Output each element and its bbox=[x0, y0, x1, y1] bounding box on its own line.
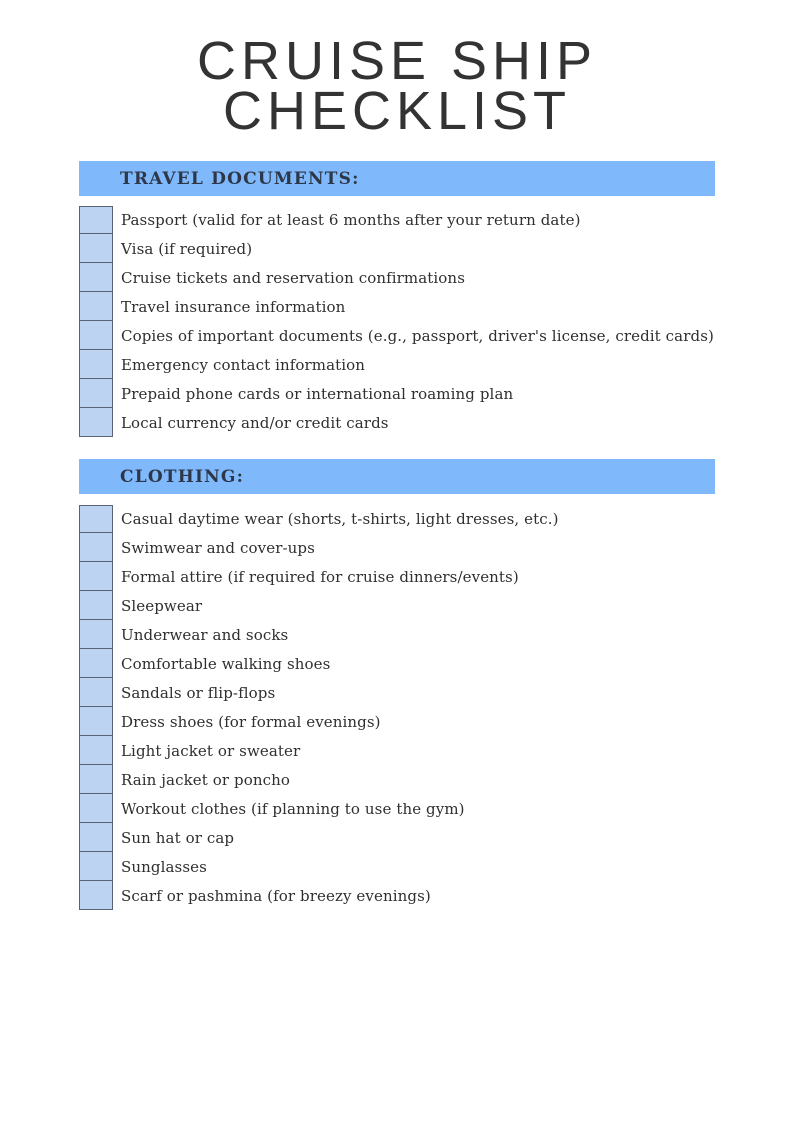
checklist-item bbox=[79, 649, 559, 678]
checklist-item bbox=[79, 533, 559, 562]
checklist-item-label: Workout clothes (if planning to use the gym) bbox=[121, 799, 465, 818]
checklist-item-label: Light jacket or sweater bbox=[121, 741, 301, 760]
checklist-item-label: Copies of important documents (e.g., passport, driver's license, credit cards) bbox=[121, 326, 714, 345]
checklist-item-label: Underwear and socks bbox=[121, 625, 289, 644]
checkbox[interactable] bbox=[79, 407, 113, 437]
checkbox[interactable] bbox=[79, 505, 113, 533]
checklist-item-label: Cruise tickets and reservation confirmations bbox=[121, 268, 465, 287]
checklist-item bbox=[79, 205, 714, 234]
checkbox[interactable] bbox=[79, 378, 113, 408]
checklist-item bbox=[79, 408, 714, 437]
checkbox[interactable] bbox=[79, 291, 113, 321]
checkbox[interactable] bbox=[79, 619, 113, 649]
checklist-item-label: Visa (if required) bbox=[121, 239, 253, 258]
checkbox[interactable] bbox=[79, 764, 113, 794]
checkbox[interactable] bbox=[79, 851, 113, 881]
checkbox[interactable] bbox=[79, 349, 113, 379]
checklist-item bbox=[79, 881, 559, 910]
checkbox[interactable] bbox=[79, 590, 113, 620]
checklist-item-label: Swimwear and cover-ups bbox=[121, 538, 315, 557]
checklist-item bbox=[79, 678, 559, 707]
checklist-item bbox=[79, 321, 714, 350]
checkbox[interactable] bbox=[79, 320, 113, 350]
checkbox[interactable] bbox=[79, 233, 113, 263]
checklist-item-label: Sandals or flip-flops bbox=[121, 683, 276, 702]
checkbox[interactable] bbox=[79, 206, 113, 234]
checklist-item bbox=[79, 707, 559, 736]
checklist-item-label: Comfortable walking shoes bbox=[121, 654, 331, 673]
checklist-item-label: Sleepwear bbox=[121, 596, 203, 615]
checklist-item-label: Sun hat or cap bbox=[121, 828, 235, 847]
checklist-item bbox=[79, 591, 559, 620]
checkbox[interactable] bbox=[79, 677, 113, 707]
checklist-item-label: Travel insurance information bbox=[121, 297, 346, 316]
checkbox[interactable] bbox=[79, 532, 113, 562]
checklist-item bbox=[79, 263, 714, 292]
checklist-item bbox=[79, 736, 559, 765]
checklist-item bbox=[79, 620, 559, 649]
checkbox[interactable] bbox=[79, 706, 113, 736]
page-title-line-2: CHECKLIST bbox=[222, 81, 572, 141]
checkbox[interactable] bbox=[79, 561, 113, 591]
checklist-item bbox=[79, 765, 559, 794]
checklist-item-label: Sunglasses bbox=[121, 857, 207, 876]
checklist-item-label: Emergency contact information bbox=[121, 355, 366, 374]
checklist-item-label: Prepaid phone cards or international roaming plan bbox=[121, 384, 514, 403]
checklist-item bbox=[79, 823, 559, 852]
clothing-checklist bbox=[79, 504, 559, 910]
checklist-item bbox=[79, 504, 559, 533]
checkbox[interactable] bbox=[79, 648, 113, 678]
checkbox[interactable] bbox=[79, 880, 113, 910]
checklist-item bbox=[79, 292, 714, 321]
checklist-item bbox=[79, 379, 714, 408]
page-title-line-1: CRUISE SHIP bbox=[196, 31, 598, 91]
checklist-item-label: Scarf or pashmina (for breezy evenings) bbox=[121, 886, 431, 905]
checklist-item-label: Rain jacket or poncho bbox=[121, 770, 291, 789]
checklist-item bbox=[79, 562, 559, 591]
checklist-item-label: Formal attire (if required for cruise dinners/events) bbox=[121, 567, 519, 586]
checkbox[interactable] bbox=[79, 262, 113, 292]
section-header-clothing: CLOTHING: bbox=[79, 459, 715, 494]
section-header-travel-documents: TRAVEL DOCUMENTS: bbox=[79, 161, 715, 196]
checkbox[interactable] bbox=[79, 735, 113, 765]
checklist-item bbox=[79, 234, 714, 263]
checklist-item-label: Local currency and/or credit cards bbox=[121, 413, 389, 432]
checklist-item-label: Dress shoes (for formal evenings) bbox=[121, 712, 381, 731]
checklist-item-label: Casual daytime wear (shorts, t-shirts, light dresses, etc.) bbox=[121, 509, 559, 528]
checklist-item-label: Passport (valid for at least 6 months after your return date) bbox=[121, 210, 581, 229]
checkbox[interactable] bbox=[79, 793, 113, 823]
checklist-item bbox=[79, 852, 559, 881]
travel-documents-checklist bbox=[79, 205, 714, 437]
checklist-item bbox=[79, 350, 714, 379]
checkbox[interactable] bbox=[79, 822, 113, 852]
checklist-item bbox=[79, 794, 559, 823]
